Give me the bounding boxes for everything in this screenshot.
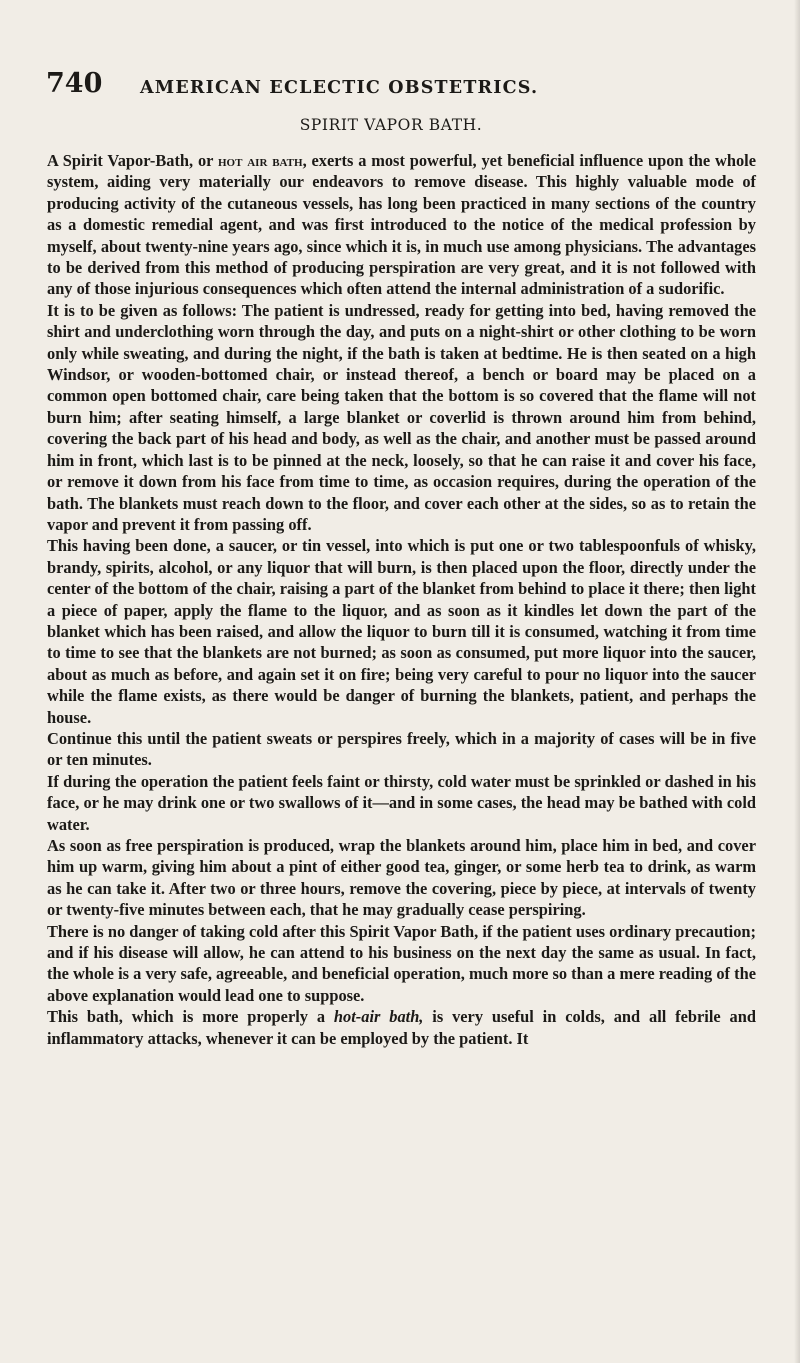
- paragraph-3: This having been done, a saucer, or tin vessel, into which is put one or two tablespoonfuls of whisky, brandy, spirits, alcohol, or any liquor that will burn, is then placed upon the floor, directly under the center of the bottom of the chair, raising a part of the blanket from behind to place it there; then light a piece of paper, apply the flame to the liquor, and as soon as it kindles let down the part of the blanket which has been raised, and allow the liquor to burn till it is consumed, watching it from time to time to see that the blankets are not burned; as soon as consumed, put more liquor into the saucer, about as much as before, and again set it on fire; being very careful to pour no liquor into the saucer while the flame exists, as there would be danger of burning the blankets, patient, and perhaps the house.: [47, 536, 756, 727]
- body-text: [47, 150, 756, 1049]
- paragraph-2: It is to be given as follows: The patient is undressed, ready for getting into bed, having removed the shirt and underclothing worn through the day, and puts on a night-shirt or other clothing to be worn only while sweating, and during the night, if the bath is taken at bedtime. He is then seated on a high Windsor, or wooden-bottomed chair, or instead thereof, a bench or board may be placed on a common open bottomed chair, care being taken that the bottom is so covered that the flame will not burn him; after seating himself, a large blanket or coverlid is thrown around him from behind, covering the back part of his head and body, as well as the chair, and another must be passed around him in front, which last is to be pinned at the neck, loosely, so that he can raise it and cover his face, or remove it down from his face from time to time, as occasion requires, during the operation of the bath. The blankets must reach down to the floor, and cover each other at the sides, so as to retain the vapor and prevent it from passing off.: [47, 300, 756, 534]
- hot-air-bath-smallcaps: hot air bath,: [217, 151, 307, 170]
- paragraph-1-rest: exerts a most powerful, yet beneficial influence upon the whole system, aiding very materially our endeavors to remove disease. This highly valuable mode of producing activity of the cutaneous vessels, has long been practiced in many sections of the country as a domestic remedial agent, and was first introduced to the notice of the medical profession by myself, about twenty-nine years ago, since which it is, in much use among physicians. The advantages to be derived from this method of producing perspiration are very great, and it is not followed with any of those injurious consequences which often attend the internal administration of a sudorific.: [47, 151, 756, 299]
- section-title: SPIRIT VAPOR BATH.: [299, 116, 483, 134]
- paragraph-8: [47, 1006, 756, 1049]
- running-head: AMERICAN ECLECTIC OBSTETRICS.: [140, 78, 539, 98]
- paragraph-8-start: This bath, which is more properly a: [47, 1007, 334, 1027]
- paragraph-1: [47, 150, 756, 300]
- paragraph-5: If during the operation the patient feels faint or thirsty, cold water must be sprinkled or dashed in his face, or he may drink one or two swallows of it—and in some cases, the head may be bathed with cold water.: [47, 771, 756, 834]
- paragraph-7: There is no danger of taking cold after this Spirit Vapor Bath, if the patient uses ordinary precaution; and if his disease will allow, he can attend to his business on the next day the same as usual. In fact, the whole is a very safe, agreeable, and beneficial operation, much more so than a mere reading of the above explanation would lead one to suppose.: [47, 921, 756, 1005]
- paragraph-1-start: A Spirit Vapor-Bath, or: [47, 151, 218, 170]
- paragraph-6: As soon as free perspiration is produced, wrap the blankets around him, place him in bed, and cover him up warm, giving him about a pint of either good tea, ginger, or some herb tea to drink, as warm as he can take it. After two or three hours, remove the covering, piece by piece, at intervals of twenty or twenty-five minutes between each, that he may gradually cease perspiring.: [47, 836, 756, 920]
- page-edge-shadow: [794, 0, 800, 1363]
- paragraph-8-rest: is very useful in colds, and all febrile and inflammatory attacks, whenever it can be employed by the patient. It: [47, 1007, 756, 1048]
- paragraph-4: Continue this until the patient sweats or perspires freely, which in a majority of cases will be in five or ten minutes.: [47, 728, 756, 770]
- hot-air-bath-italic: hot-air bath,: [333, 1007, 424, 1027]
- page-number: 740: [46, 68, 103, 99]
